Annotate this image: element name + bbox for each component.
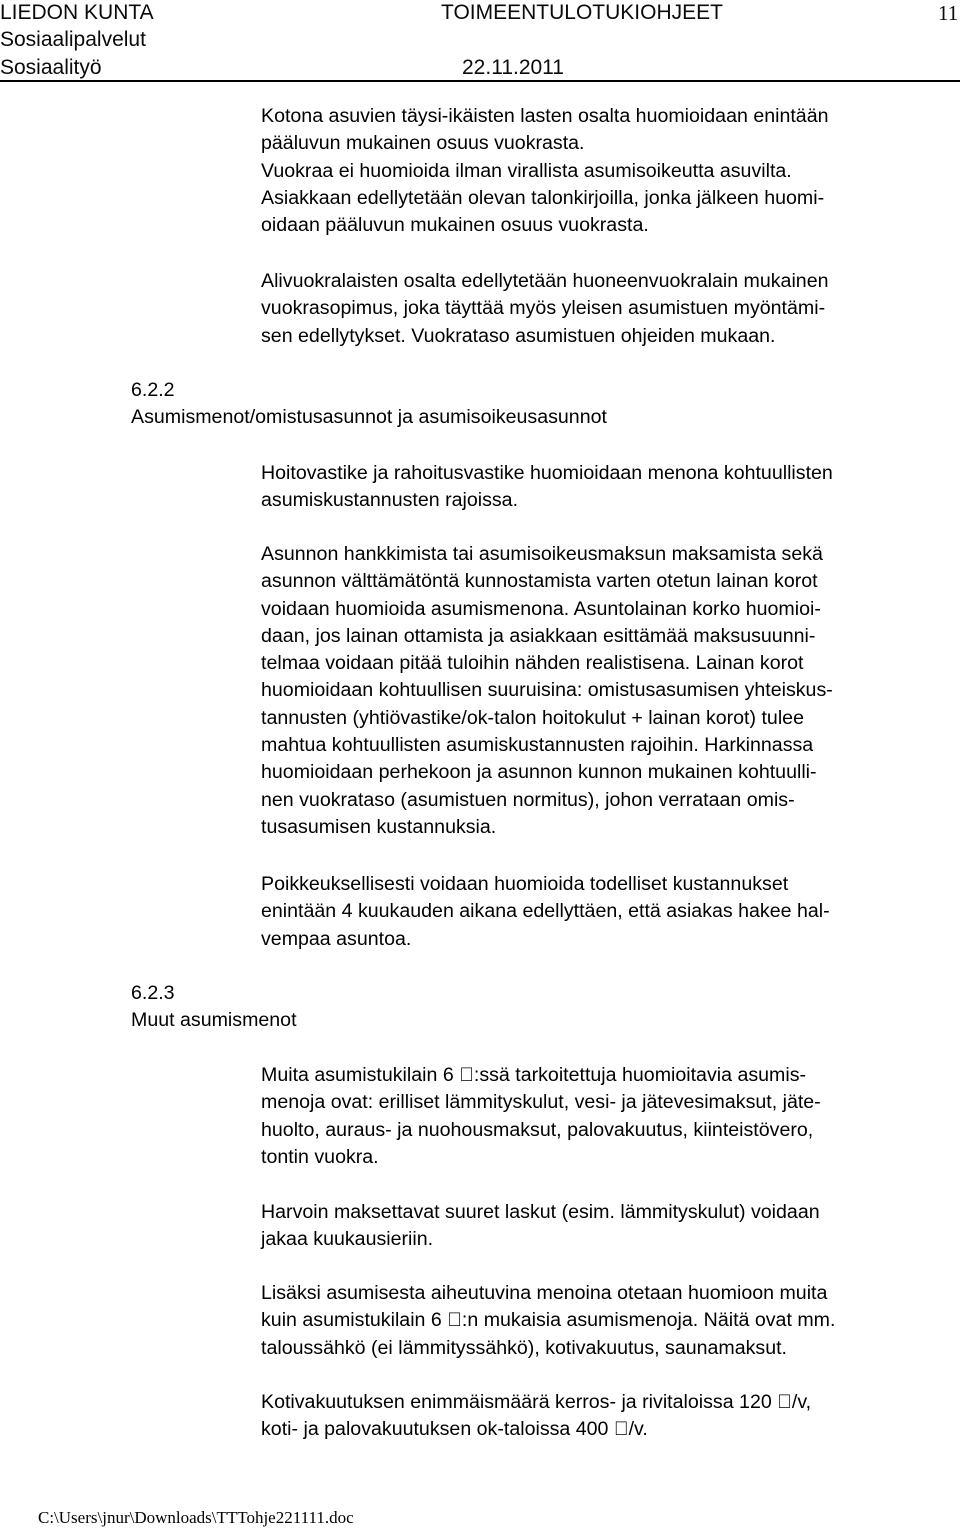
text-line: Harvoin maksettavat suuret laskut (esim. lämmityskulut) voidaan [261, 1201, 820, 1223]
text-line: Poikkeuksellisesti voidaan huomioida todelliset kustannukset [261, 873, 789, 895]
header-dept: Sosiaalipalvelut [0, 28, 146, 51]
paragraph-additional-costs [261, 1280, 960, 1362]
text-line: Asunnon hankkimista tai asumisoikeusmaksun maksamista sekä [261, 543, 823, 565]
text-line: menoja ovat: erilliset lämmityskulut, vesi- ja jätevesimaksut, jäte- [261, 1091, 821, 1114]
section-title: Muut asumismenot [131, 1009, 297, 1032]
text-line: Alivuokralaisten osalta edellytetään huoneenvuokralain mukainen [261, 270, 829, 292]
text-line: voidaan huomioida asumismenona. Asuntolainan korko huomioi- [261, 597, 821, 620]
header-org: LIEDON KUNTA [0, 1, 154, 24]
text-line: daan, jos lainan ottamista ja asiakkaan esittämää maksusuunni- [261, 624, 816, 647]
paragraph-insurance-limits [261, 1389, 960, 1444]
paragraph-other-housing-costs [261, 1062, 960, 1171]
text-line: Kotona asuvien täysi-ikäisten lasten osalta huomioidaan enintään [261, 105, 829, 127]
section-number: 6.2.3 [131, 982, 175, 1004]
paragraph-adult-children [261, 103, 960, 239]
text-line: oidaan pääluvun mukainen osuus vuokrasta. [261, 214, 649, 237]
section-heading-6-2-2 [131, 377, 607, 432]
text-line: tontin vuokra. [261, 1145, 379, 1168]
section-title: Asumismenot/omistusasunnot ja asumisoikeusasunnot [131, 406, 607, 429]
header-doc-title: TOIMEENTULOTUKIOHJEET [441, 1, 723, 24]
footer-file-path: C:\Users\jnur\Downloads\TTTohje221111.doc [38, 1508, 354, 1527]
text-line: huomioidaan perhekoon ja asunnon kunnon mukainen kohtuulli- [261, 761, 817, 784]
text-line: vuokrasopimus, joka täyttää myös yleisen asumistuen myöntämi- [261, 297, 826, 320]
text-line: mahtua kohtuullisten asumiskustannusten rajoihin. Harkinnassa [261, 734, 814, 757]
text-line: vempaa asuntoa. [261, 927, 412, 950]
text-line: jakaa kuukausieriin. [261, 1228, 434, 1251]
text-line: enintään 4 kuukauden aikana edellyttäen, että asiakas hakee hal- [261, 900, 830, 923]
text-line: taloussähkö (ei lämmityssähkö), kotivakuutus, saunamaksut. [261, 1336, 787, 1359]
text-line: huolto, auraus- ja nuohousmaksut, palovakuutus, kiinteistövero, [261, 1118, 814, 1141]
text-line: tannusten (yhtiövastike/ok-talon hoitokulut + lainan korot) tulee [261, 706, 804, 729]
text-line: asunnon välttämätöntä kunnostamista varten otetun lainan korot [261, 570, 818, 593]
page-number: 11 [938, 1, 959, 25]
text-line: Lisäksi asumisesta aiheutuvina menoina otetaan huomioon muita [261, 1282, 828, 1304]
text-line: tusasumisen kustannuksia. [261, 815, 497, 838]
text-line: sen edellytykset. Vuokrataso asumistuen ohjeiden mukaan. [261, 324, 776, 347]
header-divider [0, 80, 960, 82]
text-line: koti- ja palovakuutuksen ok-taloissa 400 /v. [261, 1418, 634, 1441]
text-line: kuin asumistukilain 6 :n mukaisia asumismenoja. Näitä ovat mm. [261, 1309, 821, 1332]
paragraph-maintenance-charges [261, 460, 960, 515]
text-line: huomioidaan kohtuullisen suuruisina: omistusasumisen yhteiskus- [261, 679, 833, 702]
text-line: pääluvun mukainen osuus vuokrasta. [261, 132, 585, 155]
paragraph-loan-interest [261, 541, 960, 841]
text-line: Hoitovastike ja rahoitusvastike huomioidaan menona kohtuullisten [261, 462, 833, 484]
paragraph-exceptional-costs [261, 871, 960, 953]
text-line: Kotivakuutuksen enimmäismäärä kerros- ja rivitaloissa 120 /v, [261, 1391, 797, 1413]
header-unit: Sosiaalityö [0, 56, 102, 79]
text-line: Vuokraa ei huomioida ilman virallista asumisoikeutta asuvilta. [261, 159, 792, 182]
paragraph-large-bills [261, 1199, 960, 1254]
section-number: 6.2.2 [131, 379, 175, 401]
section-heading-6-2-3 [131, 980, 297, 1035]
paragraph-subtenants [261, 268, 960, 350]
header-date: 22.11.2011 [462, 56, 564, 79]
text-line: asumiskustannusten rajoissa. [261, 489, 519, 512]
text-line: Muita asumistukilain 6 :ssä tarkoitettuja huomioitavia asumis- [261, 1064, 792, 1086]
text-line: telmaa voidaan pitää tuloihin nähden realistisena. Lainan korot [261, 652, 804, 675]
text-line: nen vuokrataso (asumistuen normitus), johon verrataan omis- [261, 788, 795, 811]
text-line: Asiakkaan edellytetään olevan talonkirjoilla, jonka jälkeen huomi- [261, 186, 825, 209]
